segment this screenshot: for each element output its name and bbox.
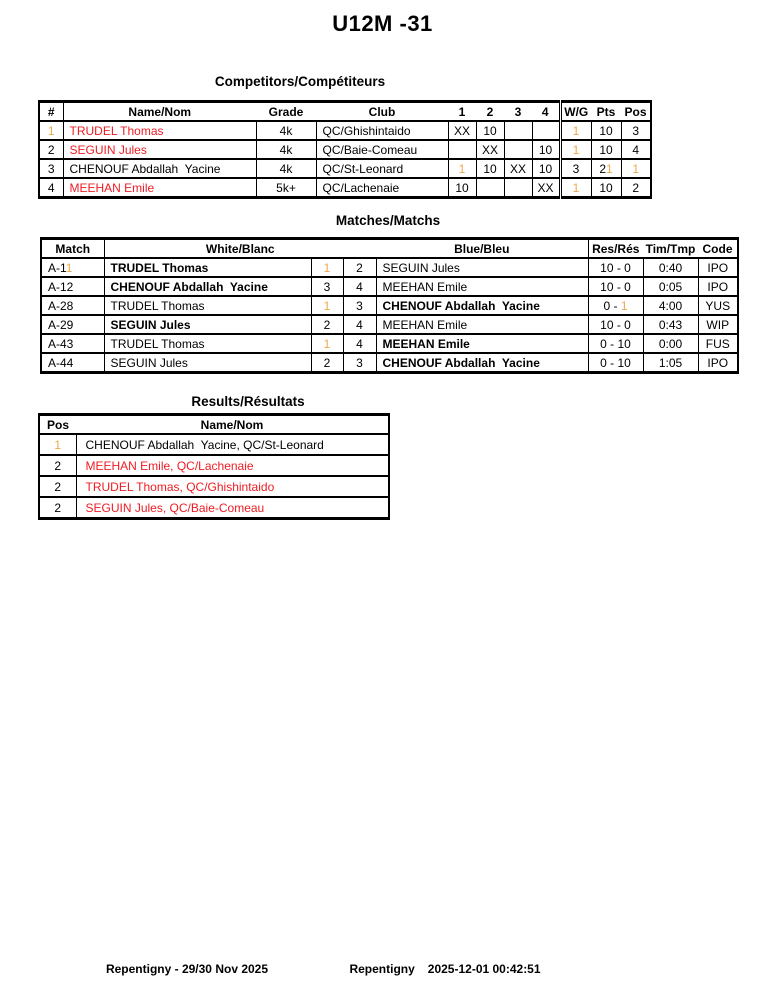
match-id: A-28 <box>41 296 104 315</box>
col-number: # <box>39 102 63 122</box>
white-player: TRUDEL Thomas <box>104 334 311 353</box>
match-code: FUS <box>698 334 738 353</box>
matches-heading: Matches/Matchs <box>335 213 441 228</box>
match-result: 10 - 0 <box>588 315 643 334</box>
match-id: A-11 <box>41 258 104 277</box>
footer-generated <box>285 962 605 976</box>
match-time: 4:00 <box>643 296 698 315</box>
col-blue: Blue/Bleu <box>376 239 588 259</box>
competitor-grade: 4k <box>256 159 316 178</box>
white-number: 2 <box>311 353 343 373</box>
result-pos: 1 <box>39 434 76 455</box>
col-round-2: 2 <box>476 102 504 122</box>
result-row <box>39 455 389 476</box>
white-player: SEGUIN Jules <box>104 353 311 373</box>
blue-player: CHENOUF Abdallah Yacine <box>376 296 588 315</box>
match-result: 10 - 0 <box>588 258 643 277</box>
white-number: 3 <box>311 277 343 296</box>
match-row <box>41 277 738 296</box>
round-cell: 10 <box>532 140 560 159</box>
blue-player: SEGUIN Jules <box>376 258 588 277</box>
match-code: IPO <box>698 277 738 296</box>
col-club: Club <box>316 102 448 122</box>
match-time: 0:40 <box>643 258 698 277</box>
competitor-name: TRUDEL Thomas <box>63 121 256 140</box>
match-code: IPO <box>698 258 738 277</box>
white-number: 1 <box>311 296 343 315</box>
blue-number: 4 <box>343 315 376 334</box>
round-cell <box>504 121 532 140</box>
round-cell <box>532 121 560 140</box>
pos-cell: 1 <box>621 159 651 178</box>
competitors-heading: Competitors/Compétiteurs <box>214 74 386 89</box>
white-player: TRUDEL Thomas <box>104 296 311 315</box>
competitor-club: QC/Baie-Comeau <box>316 140 448 159</box>
col-white: White/Blanc <box>104 239 376 259</box>
pts-cell: 10 <box>591 178 621 198</box>
result-name: TRUDEL Thomas, QC/Ghishintaido <box>76 476 389 497</box>
round-cell <box>504 178 532 198</box>
col-code: Code <box>698 239 738 259</box>
white-player: SEGUIN Jules <box>104 315 311 334</box>
round-cell: XX <box>448 121 476 140</box>
col-pos: Pos <box>39 415 76 435</box>
competitor-club: QC/St-Leonard <box>316 159 448 178</box>
blue-number: 2 <box>343 258 376 277</box>
competitor-name: CHENOUF Abdallah Yacine <box>63 159 256 178</box>
blue-number: 4 <box>343 334 376 353</box>
blue-number: 3 <box>343 353 376 373</box>
col-grade: Grade <box>256 102 316 122</box>
wg-cell: 1 <box>560 178 591 198</box>
match-code: IPO <box>698 353 738 373</box>
results-table <box>38 413 390 520</box>
pts-cell: 21 <box>591 159 621 178</box>
competitor-number: 2 <box>39 140 63 159</box>
result-name: CHENOUF Abdallah Yacine, QC/St-Leonard <box>76 434 389 455</box>
col-round-4: 4 <box>532 102 560 122</box>
col-wg: W/G <box>560 102 591 122</box>
footer-timestamp: 2025-12-01 00:42:51 <box>427 962 541 976</box>
match-time: 0:00 <box>643 334 698 353</box>
round-cell: 10 <box>532 159 560 178</box>
competitor-name: MEEHAN Emile <box>63 178 256 198</box>
match-id: A-29 <box>41 315 104 334</box>
page-title: U12M -31 <box>332 11 433 36</box>
result-pos: 2 <box>39 497 76 519</box>
competitor-row <box>39 159 651 178</box>
result-row <box>39 476 389 497</box>
match-code: YUS <box>698 296 738 315</box>
result-row <box>39 497 389 519</box>
match-result: 10 - 0 <box>588 277 643 296</box>
white-player: TRUDEL Thomas <box>104 258 311 277</box>
blue-player: MEEHAN Emile <box>376 315 588 334</box>
match-row <box>41 334 738 353</box>
competitor-row <box>39 121 651 140</box>
competitors-table <box>38 100 652 199</box>
round-cell <box>504 140 532 159</box>
round-cell: XX <box>504 159 532 178</box>
col-name: Name/Nom <box>76 415 389 435</box>
competitors-header-row <box>39 102 651 122</box>
blue-player: MEEHAN Emile <box>376 277 588 296</box>
result-name: SEGUIN Jules, QC/Baie-Comeau <box>76 497 389 519</box>
match-code: WIP <box>698 315 738 334</box>
col-round-1: 1 <box>448 102 476 122</box>
results-heading: Results/Résultats <box>191 394 305 409</box>
white-number: 1 <box>311 258 343 277</box>
white-player: CHENOUF Abdallah Yacine <box>104 277 311 296</box>
col-round-3: 3 <box>504 102 532 122</box>
match-result: 0 - 1 <box>588 296 643 315</box>
competitor-grade: 4k <box>256 121 316 140</box>
match-row <box>41 353 738 373</box>
col-pts: Pts <box>591 102 621 122</box>
competitor-row <box>39 178 651 198</box>
pts-cell: 10 <box>591 140 621 159</box>
competitor-grade: 4k <box>256 140 316 159</box>
round-cell: 10 <box>448 178 476 198</box>
match-time: 1:05 <box>643 353 698 373</box>
match-result: 0 - 10 <box>588 334 643 353</box>
col-match: Match <box>41 239 104 259</box>
match-id: A-44 <box>41 353 104 373</box>
pos-cell: 4 <box>621 140 651 159</box>
round-cell <box>476 178 504 198</box>
round-cell: XX <box>476 140 504 159</box>
competitor-club: QC/Lachenaie <box>316 178 448 198</box>
white-number: 1 <box>311 334 343 353</box>
footer-location: Repentigny <box>349 962 415 976</box>
competitor-name: SEGUIN Jules <box>63 140 256 159</box>
wg-cell: 1 <box>560 140 591 159</box>
pts-cell: 10 <box>591 121 621 140</box>
col-time: Tim/Tmp <box>643 239 698 259</box>
blue-number: 3 <box>343 296 376 315</box>
match-id: A-43 <box>41 334 104 353</box>
blue-player: CHENOUF Abdallah Yacine <box>376 353 588 373</box>
competitor-club: QC/Ghishintaido <box>316 121 448 140</box>
result-pos: 2 <box>39 455 76 476</box>
competitor-number: 4 <box>39 178 63 198</box>
wg-cell: 3 <box>560 159 591 178</box>
result-pos: 2 <box>39 476 76 497</box>
col-pos: Pos <box>621 102 651 122</box>
pos-cell: 3 <box>621 121 651 140</box>
match-id: A-12 <box>41 277 104 296</box>
col-res: Res/Rés <box>588 239 643 259</box>
competitor-grade: 5k+ <box>256 178 316 198</box>
competitor-row <box>39 140 651 159</box>
match-time: 0:05 <box>643 277 698 296</box>
match-row <box>41 258 738 277</box>
result-name: MEEHAN Emile, QC/Lachenaie <box>76 455 389 476</box>
match-result: 0 - 10 <box>588 353 643 373</box>
matches-header-row <box>41 239 738 259</box>
footer-event-date: Repentigny - 29/30 Nov 2025 <box>105 962 269 976</box>
wg-cell: 1 <box>560 121 591 140</box>
round-cell <box>448 140 476 159</box>
results-header-row <box>39 415 389 435</box>
blue-number: 4 <box>343 277 376 296</box>
round-cell: 10 <box>476 159 504 178</box>
match-row <box>41 296 738 315</box>
competitor-number: 1 <box>39 121 63 140</box>
blue-player: MEEHAN Emile <box>376 334 588 353</box>
match-time: 0:43 <box>643 315 698 334</box>
white-number: 2 <box>311 315 343 334</box>
round-cell: 1 <box>448 159 476 178</box>
match-row <box>41 315 738 334</box>
col-name: Name/Nom <box>63 102 256 122</box>
round-cell: XX <box>532 178 560 198</box>
matches-table <box>40 237 739 374</box>
competitor-number: 3 <box>39 159 63 178</box>
round-cell: 10 <box>476 121 504 140</box>
result-row <box>39 434 389 455</box>
pos-cell: 2 <box>621 178 651 198</box>
